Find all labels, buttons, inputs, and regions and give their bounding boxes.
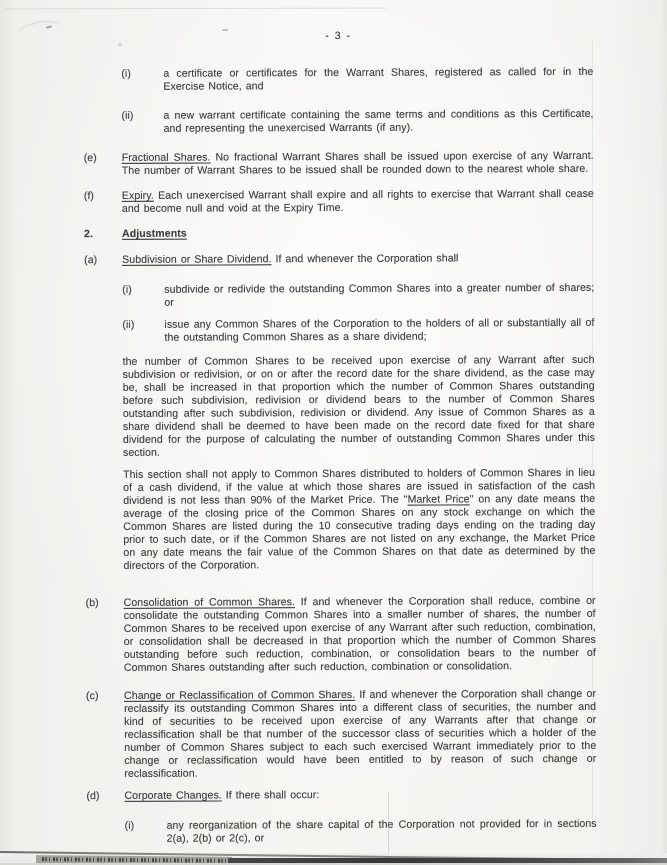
scanner-stamp — [36, 855, 232, 865]
clause-text: If and whenever the Corporation shall reduce, combine or consolidate the outstanding Common Shares into a smaller number of shares, the number of Common Shares to be received upon exercise of any Warrant after such reduction, combination, or consolidation shall be decreased in that proportion which the number of Common Shares outstanding before such reduction, combination, or consolidation bears to the number of Common Shares outstanding after such reduction, combination or consolidation. — [123, 594, 596, 674]
section-number: 2. — [83, 228, 93, 241]
paragraph-text: This section shall not apply to Common Shares distributed to holders of Common Shares in lieu of a cash dividend, if the value at which those shares are issued in satisfaction of the cash dividend is not less than 90% of the Market Price. The " — [123, 466, 596, 507]
clause-body — [124, 595, 596, 675]
item-text: issue any Common Shares of the Corporation to the holders of all or substantially all of the outstanding Common Shares as a share dividend; — [164, 316, 595, 344]
clause-label: (f) — [83, 190, 95, 203]
paragraph: the number of Common Shares to be received upon exercise of any Warrant after such subdivision or redivision, or on or after the record date for the share dividend, as the case may be, shall be increased in that proportion which the number of Common Shares outstanding before such subdivision, redivision or dividend bears to the number of Common Shares outstanding after such subdivision, redivision or dividend. Any issue of Common Shares as a share dividend shall be deemed to have been made on the record date fixed for that share dividend for the purpose of calculating the number of outstanding Common Shares under this section. — [122, 353, 595, 459]
clause-label: (b) — [85, 597, 99, 610]
clause-label: (c) — [86, 690, 99, 703]
item-text: a new warrant certificate containing the same terms and conditions as this Certificate, and representing the unexercised Warrants (if any). — [163, 107, 594, 135]
item-label: (ii) — [121, 109, 134, 122]
clause-body — [124, 688, 596, 781]
clause-text: If and whenever the Corporation shall change or reclassify its outstanding Common Shares into a different class of securities, the number and kind of securities to be received upon exercise of any Warrants after that change or reclassification shall be that number of the successor class of securities which a holder of the number of Common Shares subject to each such exercised Warrant immediately prior to the change or reclassification would have been entitled to by reason of such change or reclassification. — [124, 687, 597, 780]
clause-heading: Consolidation of Common Shares. — [123, 596, 295, 609]
list-item — [121, 66, 593, 94]
page-bottom-margin — [0, 853, 667, 865]
section-heading — [84, 226, 594, 241]
page-edge-line — [0, 851, 667, 861]
item-label: (i) — [124, 819, 135, 832]
list-item — [122, 282, 594, 310]
paragraph-text: " on any date means the average of the closing price of the Common Shares on any stock exchange on which the Common Shares are listed during the 10 consecutive trading days ending on the trading day prior to such date, or if the Common Shares are not listed on any exchange, the Market Price on any date means the fair value of the Common Shares on that date as determined by the directors of the Corporation. — [123, 492, 596, 572]
clause-label: (a) — [84, 254, 98, 267]
clause-heading: Corporate Changes. — [124, 789, 222, 802]
clause-c — [86, 688, 596, 781]
list-item — [122, 317, 594, 345]
clause-text: If and whenever the Corporation shall — [275, 252, 459, 266]
clause-label: (e) — [83, 152, 97, 165]
clause-f — [84, 188, 594, 216]
clause-b — [86, 595, 596, 675]
clause-text: If there shall occur: — [225, 789, 320, 802]
item-text: any reorganization of the share capital of the Corporation not provided for in sections 2(a), 2(b) or 2(c), or — [166, 817, 597, 845]
defined-term: Market Price — [407, 493, 470, 506]
item-label: (ii) — [122, 318, 135, 331]
clause-text: Each unexercised Warrant shall expire and all rights to exercise that Warrant shall cease and become null and void at the Expiry Time. — [121, 187, 594, 215]
clause-heading: Subdivision or Share Dividend. — [122, 253, 272, 266]
clause-a — [84, 252, 594, 267]
clause-e — [84, 150, 594, 178]
section-title: Adjustments — [121, 227, 187, 240]
clause-body — [122, 252, 594, 267]
clause-label: (d) — [86, 790, 100, 803]
list-item — [121, 108, 593, 136]
clause-body — [122, 188, 594, 216]
item-text: a certificate or certificates for the Warrant Shares, registered as called for in the Exercise Notice, and — [163, 65, 594, 93]
clause-text: No fractional Warrant Shares shall be issued upon exercise of any Warrant. The number of Warrant Shares to be issued shall be rounded down to the nearest whole share. — [121, 149, 594, 177]
paragraph — [123, 467, 595, 573]
item-text: subdivide or redivide the outstanding Common Shares into a greater number of shares; or — [164, 281, 595, 309]
item-label: (i) — [121, 67, 131, 80]
clause-heading: Change or Reclassification of Common Shares. — [124, 688, 356, 702]
clause-d — [86, 788, 596, 803]
clause-heading: Fractional Shares. — [121, 151, 211, 164]
list-item — [125, 818, 597, 846]
item-label: (i) — [122, 283, 132, 296]
page-number: - 3 - — [325, 29, 352, 43]
clause-body — [122, 150, 594, 178]
clause-body — [124, 788, 596, 803]
scan-bottom-bar — [228, 858, 667, 865]
clause-heading: Expiry. — [121, 189, 154, 202]
scanner-stamp-microtext — [42, 857, 226, 863]
